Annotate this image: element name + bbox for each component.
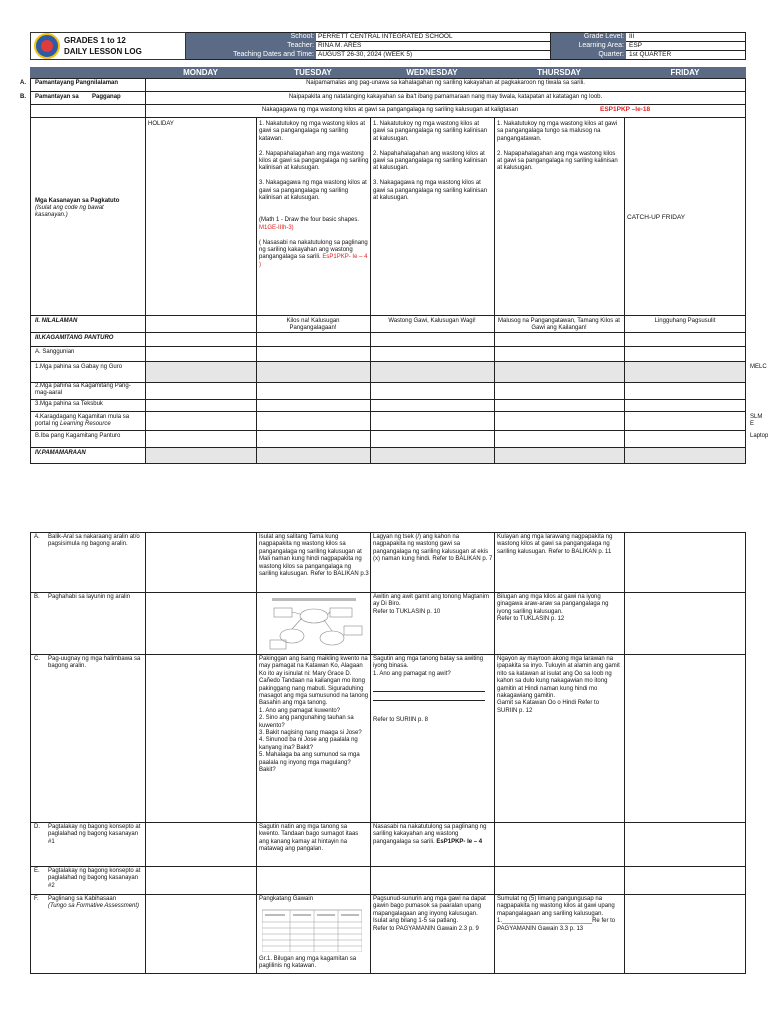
proc-d-letter: D.: [34, 824, 40, 830]
answer-blank-line-2: [373, 700, 485, 701]
proc-f-tuesday: Pangkatang Gawain: [259, 896, 314, 902]
proc-a-letter: A.: [34, 534, 40, 540]
proc-b-wednesday: Awitin ang awit gamit ang tonong Magtanim ay Di Biro. Refer to TUKLASIN p. 10: [373, 594, 489, 615]
procedure-gray: [145, 448, 746, 463]
friday-catchup: CATCH-UP FRIDAY: [627, 214, 686, 221]
content-wednesday: Wastong Gawi, Kalusugan Wagi!: [388, 318, 476, 324]
proc-d-label: Pagtalakay ng bagong konsepto at paglalahad ng bagong kasanayan #1: [48, 824, 141, 845]
diagram-thumbnail: [262, 596, 366, 654]
resources-label: III.KAGAMITANG PANTURO: [35, 335, 114, 341]
monday-holiday: HOLIDAY: [148, 121, 174, 127]
row-a-label: Pamantayang Pangnilalaman: [35, 80, 119, 86]
content-thursday: Malusog na Pangangatawan, Tamang Kilos at Gawi ang Kailangan!: [498, 318, 620, 332]
row-c-code: ESP1PKP –Ie-18: [600, 106, 651, 113]
content-label: II. NILALAMAN: [35, 318, 78, 324]
proc-c-wednesday: Sagutin ang mga tanong batay sa awiting iyong binasa. 1. Ano ang pamagat ng awit?: [373, 656, 484, 677]
row-c-text: Nakagagawa ng mga wastong kilos at gawi sa pangangalaga ng sariling kalusugan at kaligtasan: [261, 107, 519, 113]
row-b-text: Naipapakita ang natatanging kakayahan sa iba't ibang pamamaraan nang may tiwala, katapatan at katatagan ng loob.: [288, 94, 603, 100]
proc-d-tuesday: Sagutin natin ang mga tanong sa kwento. Tandaan bago sumagot itaas ang kanang kamay at hintayin na matawag ang pangalan.: [259, 824, 359, 853]
header-info: [186, 32, 746, 60]
row-a-prefix: A.: [20, 80, 26, 86]
row-a-text: Naipamamalas ang pag-unawa sa kahalagahan ng sariling kakayahan at pagkakaroon ng tiwala sa sarili.: [306, 80, 585, 86]
resources-3: 3.Mga pahina sa Teksbuk: [35, 401, 103, 407]
resources-a: A. Sanggunian: [35, 349, 75, 355]
proc-c-tuesday: Pakinggan ang isang maikling kwento na may pamagat na Katawan Ko, Alagaan Ko ito ay isinulat ni: Mary Grace D. Cañedo Tandaan na kailangan mo itong pakinggang nang mabuti. Siguraduhing masagot ang mga sumusunod na tanong Basahin ang mga tanong. 1. Ano ang pamagat kuwento? 2. Sino ang pangunahing tauhan sa kuwento? 3. Bakit nagising nang maaga si Jose? 4. Sinunod ba ni Jose ang paalala ng kanyang ina? Bakit? 5. Mahalaga ba ang sumunod sa mga paalala ng inyong mga magulang? Bakit?: [259, 656, 369, 774]
resources-b: B.Iba pang Kagamitang Panturo: [35, 433, 121, 439]
resources-b-right: Laptop: [750, 433, 768, 439]
row-b-label: Pamantayan sa Pagganap: [35, 94, 121, 100]
dll-title-line2: DAILY LESSON LOG: [64, 47, 142, 56]
wednesday-objectives: 1. Nakatutukoy ng mga wastong kilos at gawi sa pangangalaga ng sariling kalinisan at kalusugan. 2. Napahahalagahan ang wastong kilos at gawi sa pangangalaga ng sariling kalinisan at kalusugan. 3. Nakagagawa ng mga wastong kilos at gawi sa pangangalaga ng sariling kalinisan at kalusugan.: [373, 121, 488, 202]
day-wednesday: WEDNESDAY: [406, 68, 458, 77]
tuesday-objectives: [259, 121, 369, 269]
tuesday-objectives-text: 1. Nakatutukoy ng mga wastong kilos at gawi sa pangangalaga ng sariling katawan. 2. Napapahalagahan ang mga wastong kilos at gawi sa pangangalaga ng sariling kalinisan at kalusugan. 3. Nakagagawa ng mga wastong kilos at gawi sa pangangalaga ng sariling kalinisan at kalusugan. (Math 1 - Draw the four basic shapes.: [259, 121, 369, 224]
label-quarter: Quarter:: [550, 50, 626, 60]
proc-f-letter: F.: [34, 896, 39, 902]
day-thursday: THURSDAY: [537, 68, 581, 77]
proc-e-letter: E.: [34, 868, 40, 874]
proc-d-wednesday-code: EsP1PKP- Ie – 4: [436, 838, 483, 845]
resources-1-right: MELC: [750, 364, 767, 370]
day-friday: FRIDAY: [670, 68, 700, 77]
competency-label: Mga Kasanayan sa Pagkatuto: [35, 198, 120, 204]
proc-e-label: Pagtalakay ng bagong konsepto at paglalahad ng bagong kasanayan #2: [48, 868, 141, 889]
tuesday-code-2: EsP1PKP- Ie – 4 ): [259, 254, 368, 268]
proc-c-wednesday-ref: Refer to SURIIN p. 8: [373, 717, 429, 723]
proc-b-thursday: Bilugan ang mga kilos at gawi na iyong ginagawa araw-araw sa pangangalaga ng iyong sariling kalusugan. Refer to TUKLASIN p. 12: [497, 594, 609, 623]
dll-title-line1: GRADES 1 to 12: [64, 36, 126, 45]
resources-1: 1.Mga pahina sa Gabay ng Guro: [35, 364, 123, 370]
procedure-label: IV.PAMAMARAAN: [35, 450, 86, 456]
deped-seal-icon: [34, 33, 60, 59]
proc-a-wednesday: Lagyan ng tsek (/) ang kahon na nagpapakita ng wastong gawi sa pangangalaga ng sariling kalusugan at ekis (x) naman kung hindi. Refer to BALIKAN p. 7: [373, 534, 493, 563]
value-teacher: RINA M. ARES: [318, 42, 362, 49]
value-grade: III: [629, 33, 635, 40]
top-table: [20, 67, 768, 464]
answer-blank-line: [373, 691, 485, 692]
tuesday-code-1: M1GE-IIIh-3): [259, 224, 294, 231]
label-teacher: Teacher:: [186, 41, 316, 50]
content-tuesday: Kilos na! Kalusugan Pangangalagaan!: [286, 318, 340, 332]
table-thumbnail: [262, 906, 362, 952]
row-b-prefix: B.: [20, 94, 26, 100]
logo-block: [30, 32, 186, 60]
day-tuesday: TUESDAY: [294, 68, 332, 77]
resources-4: [35, 414, 143, 429]
label-area: Learning Area:: [550, 41, 626, 50]
proc-b-letter: B.: [34, 594, 40, 600]
tuesday-extra-text: ( Nasasabi na nakatutulong sa paglinang ng sariling kakayahan ang wastong pangangalaga sa sarili.: [259, 239, 368, 261]
resources-2: 2.Mga pahina sa Kagamitang Pang-mag-aaral: [35, 383, 131, 397]
value-dates: AUGUST 26-30, 2024 (WEEK 5): [318, 51, 413, 58]
proc-b-label: Paghahabi sa layunin ng aralin: [48, 594, 131, 600]
proc-a-thursday: Kulayan ang mga larawang nagpapakita ng wastong kilos at gawi sa pangangalaga ng sariling kalusugan. Refer to BALIKAN p. 11: [497, 534, 613, 555]
proc-d-wednesday: [373, 824, 493, 846]
resources-4-right: SLM E: [750, 414, 763, 428]
proc-f-label: Paglinang sa Kabihasaan: [48, 896, 117, 902]
label-dates: Teaching Dates and Time:: [186, 50, 316, 60]
proc-f-sub: (Tungo sa Formative Assessment): [48, 903, 140, 909]
value-quarter: 1st QUARTER: [629, 51, 672, 58]
resources-4-italic: Learning Resource: [60, 421, 111, 428]
proc-c-letter: C.: [34, 656, 40, 662]
proc-d-wednesday-text: Nasasabi na nakatutulong sa paglinang ng sariling kakayahan ang wastong pangangalaga sa sarili.: [373, 824, 487, 845]
proc-f-thursday: Sumulat ng (5) limang pangungusap na nagpapakita ng wastong kilos at gawi upang mapangalagaan ang sariling kalusugan. 1.___________________________Re fer to PAGYAMANIN Gawain 3.3 p. 13: [497, 896, 616, 932]
label-grade: Grade Level:: [550, 32, 626, 41]
label-school: School:: [186, 32, 316, 41]
thursday-objectives: 1. Nakatutukoy ng mga wastong kilos at gawi sa pangangalaga tungo sa malusog na pangangatawan. 2. Napapahalagahan ang mga wastong kilos at gawi sa pangangalaga ng sariling kalinisan at kalusugan.: [497, 121, 618, 172]
proc-f-wednesday: Pagsunud-sunurin ang mga gawi na dapat gawin bago pumasok sa paaralan upang mapangalagaan ang inyong kalusugan. Isulat ang bilang 1-5 sa patlang. Refer to PAGYAMANIN Gawain 2.3 p. 9: [373, 896, 486, 932]
resources-4-text: 4.Karagdagang Kagamitan mula sa portal ng: [35, 414, 130, 428]
proc-c-label: Pag-uugnay ng mga halimbawa sa bagong aralin.: [48, 656, 141, 670]
value-area: ESP: [629, 42, 643, 49]
proc-a-tuesday: Isulat ang salitang Tama kung nagpapakita ng wastong kilos sa pangangalaga ng sariling kalusugan at Mali naman kung hindi nagpapakita ng wastong kilos sa pangangalaga ng sariling kalusugan. Refer to BALIKAN p.3: [259, 534, 369, 578]
bottom-table: [30, 532, 746, 974]
proc-a-label: Balik-Aral sa nakaraang aralin at/o pagsisimula ng bagong aralin.: [48, 534, 140, 548]
competency-sub: (Isulat ang code ng bawat kasanayan.): [35, 205, 104, 219]
value-school: PERRETT CENTRAL INTEGRATED SCHOOL: [318, 33, 453, 40]
proc-f-tuesday-2: Gr.1. Bilugan ang mga kagamitan sa paglilinis ng katawan.: [259, 956, 357, 970]
resources-1-gray: [145, 362, 746, 382]
proc-c-thursday: Ngayon ay mayroon akong mga larawan na ipapakita sa inyo. Tukuyin at alamin ang gamit nito sa katawan at isulat ang Oo sa loob ng kahon sa dulo kung nakagawian mo itong gamitin at Hindi naman kung hindi mo nakagawiang gamitin. Gamit sa Katawan Oo o Hindi Refer to SURIIN p. 12: [497, 656, 620, 714]
day-monday: MONDAY: [183, 68, 218, 77]
content-friday: Lingguhang Pagsusulit: [654, 318, 716, 324]
